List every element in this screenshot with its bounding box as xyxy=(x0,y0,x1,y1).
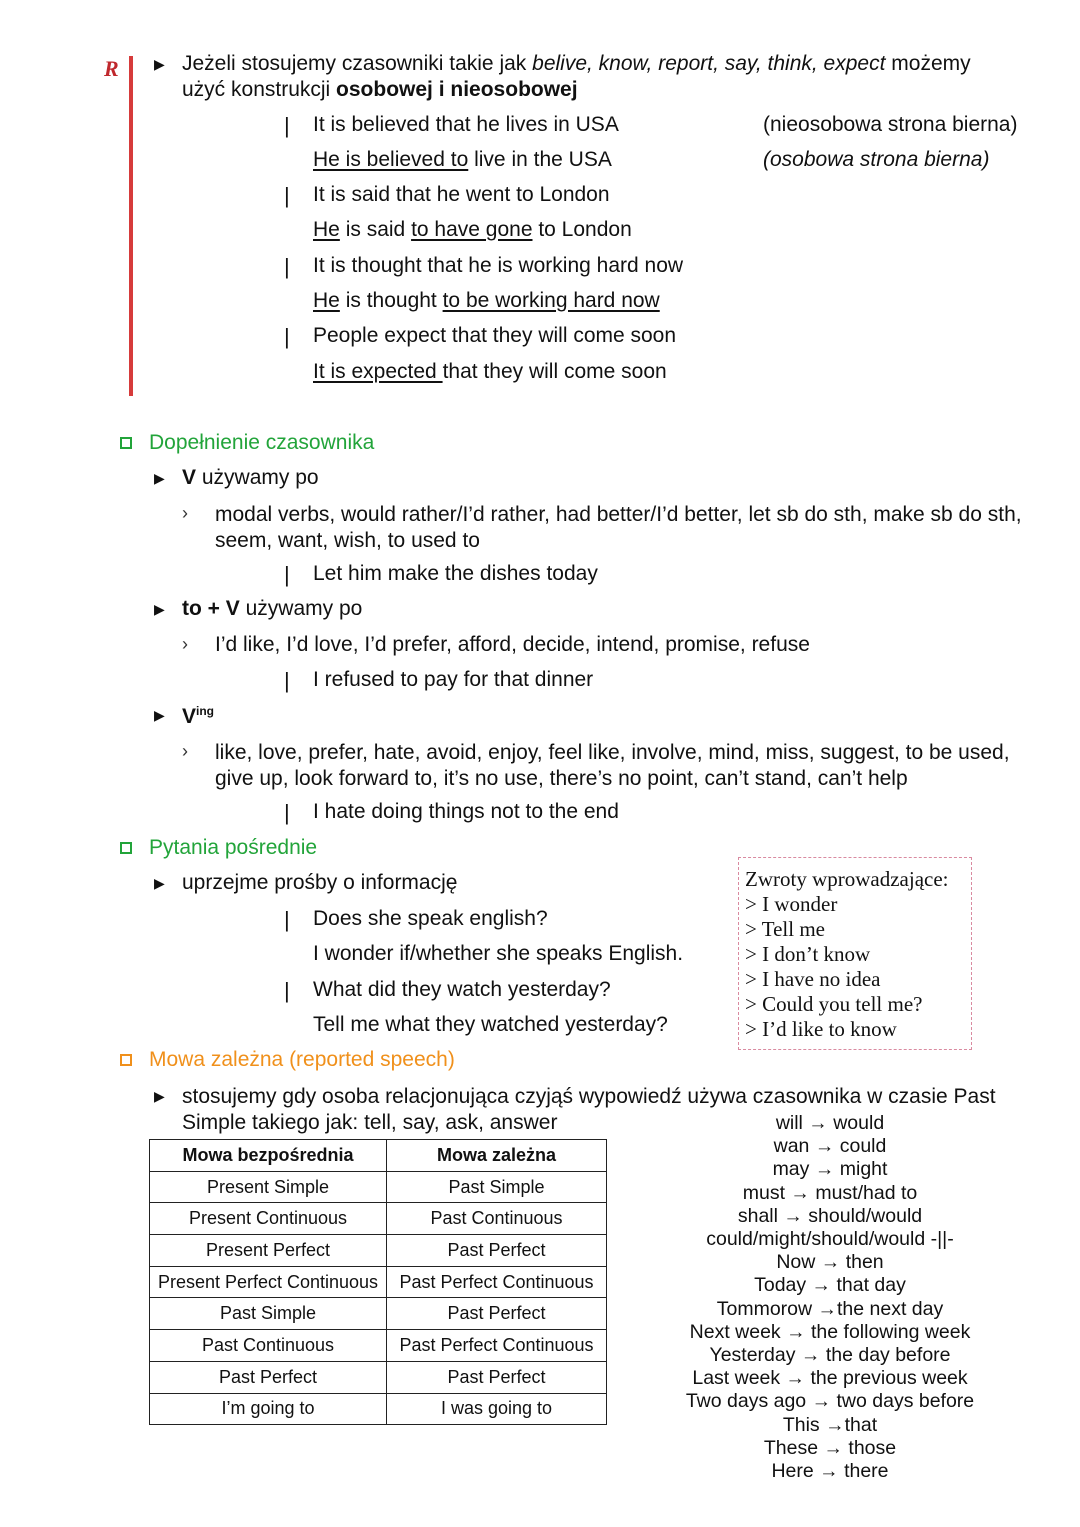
word-shift-list xyxy=(670,1112,990,1483)
table-row xyxy=(150,1171,607,1203)
intro-phrase: > Tell me xyxy=(745,917,825,941)
to-v-rule: to + V używamy po xyxy=(182,597,363,620)
table-row xyxy=(150,1361,607,1393)
table-cell: Past Continuous xyxy=(387,1203,607,1235)
example-personal-1: He is believed to live in the USA xyxy=(313,148,612,171)
indirect-bullet: uprzejme prośby o informację xyxy=(182,871,458,894)
table-row xyxy=(150,1330,607,1362)
column-header: Mowa bezpośrednia xyxy=(150,1140,387,1172)
to-v-list: I’d like, I’d love, I’d prefer, afford, decide, intend, promise, refuse xyxy=(215,633,810,656)
bullet-triangle-icon: ▶ xyxy=(154,707,165,723)
indirect-question-2: Tell me what they watched yesterday? xyxy=(313,1013,668,1036)
chevron-right-icon: › xyxy=(182,634,188,654)
table-cell: Past Perfect xyxy=(387,1298,607,1330)
table-cell: Present Simple xyxy=(150,1171,387,1203)
word-shift-item: These → those xyxy=(763,1436,897,1459)
ving-list: like, love, prefer, hate, avoid, enjoy, feel like, involve, mind, miss, suggest, to be used, give up, look forward to, it’s no use, there’s no point, can’t stand, can’t help xyxy=(215,741,1010,790)
table-row xyxy=(150,1393,607,1425)
column-header: Mowa zależna xyxy=(387,1140,607,1172)
word-shift-item: Tommorow →the next day xyxy=(716,1297,944,1320)
table-cell: Past Simple xyxy=(150,1298,387,1330)
example-pipe-icon: | xyxy=(284,562,290,587)
note-impersonal: (nieosobowa strona bierna) xyxy=(763,113,1018,136)
intro-phrase: > I have no idea xyxy=(745,967,881,991)
to-v-example: I refused to pay for that dinner xyxy=(313,668,594,691)
word-shift-item: must → must/had to xyxy=(742,1181,918,1204)
table-header-row xyxy=(150,1140,607,1172)
example-impersonal-3: It is thought that he is working hard now xyxy=(313,254,684,277)
direct-question-2: What did they watch yesterday? xyxy=(313,978,611,1001)
word-shift-item: Now → then xyxy=(776,1251,884,1274)
word-shift-item: Two days ago → two days before xyxy=(685,1390,975,1413)
table-cell: Past Perfect Continuous xyxy=(387,1266,607,1298)
chevron-right-icon: › xyxy=(182,741,188,761)
heading-indirect-questions: Pytania pośrednie xyxy=(149,836,318,859)
word-shift-item: may → might xyxy=(772,1158,888,1181)
v-example: Let him make the dishes today xyxy=(313,562,598,585)
example-pipe-icon: | xyxy=(284,113,290,138)
r-intro-line1: Jeżeli stosujemy czasowniki takie jak belive, know, report, say, think, expect możemy xyxy=(182,52,971,75)
example-impersonal-2: It is said that he went to London xyxy=(313,183,610,206)
red-margin-bar xyxy=(129,56,133,396)
bullet-triangle-icon: ▶ xyxy=(154,875,165,891)
example-personal-3: He is thought to be working hard now xyxy=(313,289,660,312)
r-marker: R xyxy=(104,56,119,81)
intro-phrase: > I don’t know xyxy=(745,942,871,966)
heading-verb-complement: Dopełnienie czasownika xyxy=(149,431,375,454)
r-intro-line2: użyć konstrukcji osobowej i nieosobowej xyxy=(182,78,578,101)
table-cell: Past Perfect xyxy=(387,1235,607,1267)
table-cell: Past Perfect Continuous xyxy=(387,1330,607,1362)
direct-question-1: Does she speak english? xyxy=(313,907,548,930)
v-rule: V używamy po xyxy=(182,466,319,489)
example-personal-4: It is expected that they will come soon xyxy=(313,360,667,383)
intro-phrases-box xyxy=(738,857,972,1050)
intro-phrase: > Could you tell me? xyxy=(745,992,923,1016)
table-row xyxy=(150,1266,607,1298)
example-pipe-icon: | xyxy=(284,254,290,279)
word-shift-item: Here → there xyxy=(771,1460,889,1483)
example-pipe-icon: | xyxy=(284,978,290,1003)
checkbox-icon xyxy=(120,1054,132,1066)
table-cell: I’m going to xyxy=(150,1393,387,1425)
table-cell: Past Continuous xyxy=(150,1330,387,1362)
bullet-triangle-icon: ▶ xyxy=(154,56,165,72)
example-pipe-icon: | xyxy=(284,324,290,349)
example-personal-2: He is said to have gone to London xyxy=(313,218,632,241)
bullet-triangle-icon: ▶ xyxy=(154,470,165,486)
table-cell: Past Perfect xyxy=(150,1361,387,1393)
word-shift-item: wan → could xyxy=(773,1135,887,1158)
table-cell: Present Perfect xyxy=(150,1235,387,1267)
word-shift-item: Yesterday → the day before xyxy=(709,1344,951,1367)
intro-phrase: > I wonder xyxy=(745,892,838,916)
table-row xyxy=(150,1203,607,1235)
tense-shift-table xyxy=(149,1139,607,1425)
v-list: modal verbs, would rather/I’d rather, had better/I’d better, let sb do sth, make sb do sth, seem, want, wish, to used to xyxy=(215,503,1022,552)
example-impersonal-1: It is believed that he lives in USA xyxy=(313,113,619,136)
word-shift-item: will → would xyxy=(775,1112,885,1134)
bullet-triangle-icon: ▶ xyxy=(154,601,165,617)
note-personal: (osobowa strona bierna) xyxy=(763,148,990,171)
chevron-right-icon: › xyxy=(182,503,188,523)
reported-bullet: stosujemy gdy osoba relacjonująca czyjąś wypowiedź używa czasownika w czasie Past Simple takiego jak: tell, say, ask, answer xyxy=(182,1085,996,1134)
table-row xyxy=(150,1235,607,1267)
table-cell: Past Perfect xyxy=(387,1361,607,1393)
example-impersonal-4: People expect that they will come soon xyxy=(313,324,677,347)
word-shift-item: This →that xyxy=(782,1413,878,1436)
word-shift-item: Today → that day xyxy=(754,1274,906,1297)
table-row xyxy=(150,1298,607,1330)
word-shift-item: could/might/should/would -||- xyxy=(706,1228,954,1251)
indirect-question-1: I wonder if/whether she speaks English. xyxy=(313,942,684,965)
table-cell: Past Simple xyxy=(387,1171,607,1203)
word-shift-item: Last week → the previous week xyxy=(692,1367,968,1390)
intro-phrases-title: Zwroty wprowadzające: xyxy=(745,867,949,891)
word-shift-item: shall → should/would xyxy=(737,1204,923,1227)
intro-phrase: > I’d like to know xyxy=(745,1017,897,1041)
word-shift-item: Next week → the following week xyxy=(689,1320,971,1343)
ving-example: I hate doing things not to the end xyxy=(313,800,619,823)
example-pipe-icon: | xyxy=(284,183,290,208)
table-cell: I was going to xyxy=(387,1393,607,1425)
example-pipe-icon: | xyxy=(284,907,290,932)
example-pipe-icon: | xyxy=(284,668,290,693)
checkbox-icon xyxy=(120,437,132,449)
ving-rule: $V^{ing}$ xyxy=(182,704,215,728)
checkbox-icon xyxy=(120,842,132,854)
table-cell: Present Perfect Continuous xyxy=(150,1266,387,1298)
example-pipe-icon: | xyxy=(284,800,290,825)
bullet-triangle-icon: ▶ xyxy=(154,1088,165,1104)
table-cell: Present Continuous xyxy=(150,1203,387,1235)
heading-reported-speech: Mowa zależna (reported speech) xyxy=(149,1048,455,1071)
